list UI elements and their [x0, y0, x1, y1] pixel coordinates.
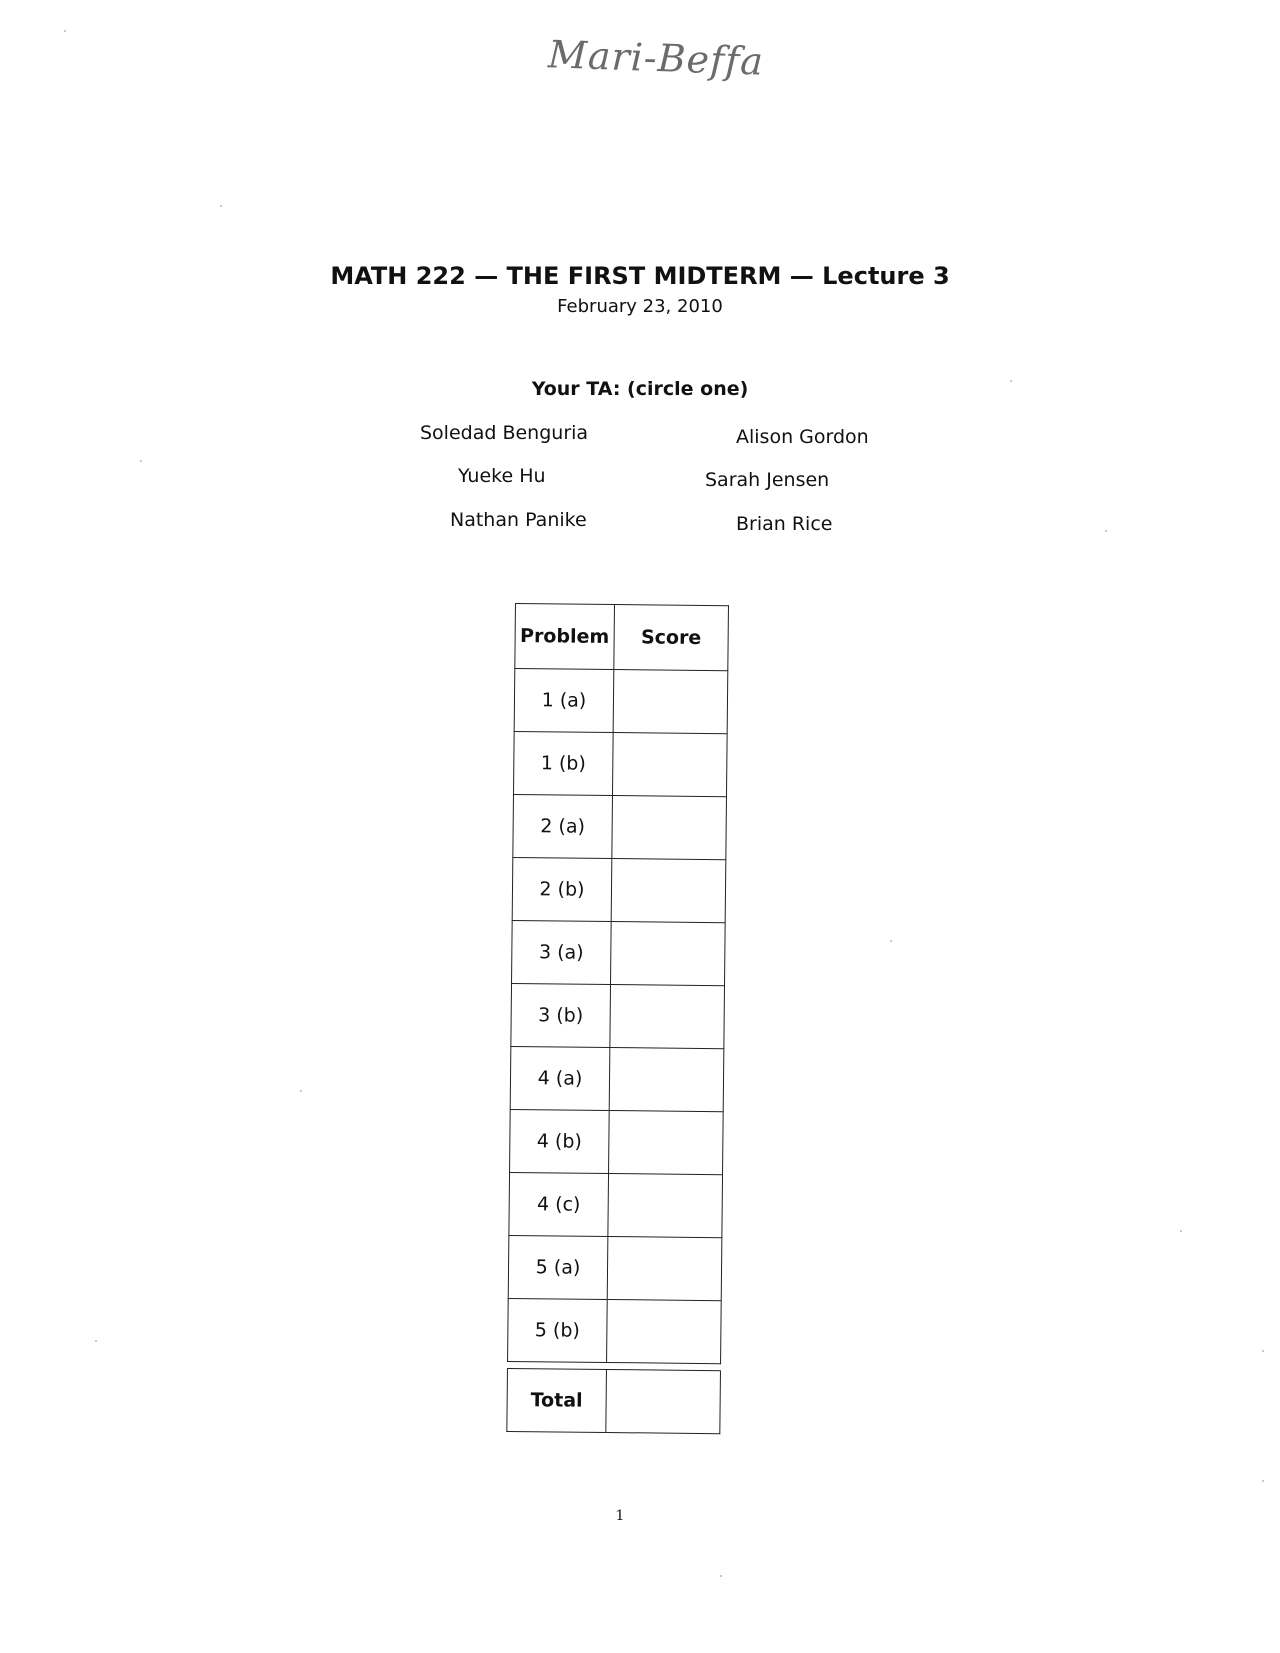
- table-row: [514, 669, 728, 734]
- problem-cell: 1 (b): [513, 731, 613, 795]
- table-row: [508, 1298, 722, 1363]
- page-title: MATH 222 — THE FIRST MIDTERM — Lecture 3: [330, 262, 950, 290]
- score-cell[interactable]: [610, 985, 725, 1049]
- score-cell[interactable]: [613, 670, 728, 734]
- problem-cell: 4 (b): [510, 1109, 610, 1173]
- ta-name-option[interactable]: Alison Gordon: [736, 426, 869, 448]
- scan-speckle: [1105, 530, 1107, 532]
- total-row: [507, 1368, 721, 1433]
- scan-speckle: [720, 1575, 722, 1577]
- score-cell[interactable]: [609, 1048, 724, 1112]
- score-cell[interactable]: [609, 1111, 724, 1175]
- scan-speckle: [1010, 380, 1012, 382]
- ta-name-option[interactable]: Nathan Panike: [450, 509, 587, 531]
- problem-cell: 4 (c): [509, 1172, 609, 1236]
- table-row: [510, 1046, 724, 1111]
- problem-cell: 4 (a): [510, 1046, 610, 1110]
- problem-cell: 2 (b): [512, 857, 612, 921]
- score-table: [506, 603, 729, 1434]
- problem-cell: 1 (a): [514, 669, 614, 733]
- score-column-header: Score: [614, 605, 729, 671]
- scan-speckle: [95, 1340, 97, 1342]
- problem-cell: 2 (a): [513, 794, 613, 858]
- scan-speckle: [890, 940, 892, 942]
- ta-name-option[interactable]: Brian Rice: [736, 513, 833, 535]
- problem-cell: 5 (b): [508, 1298, 608, 1362]
- problem-cell: 3 (b): [511, 983, 611, 1047]
- score-cell[interactable]: [608, 1174, 723, 1238]
- score-cell[interactable]: [607, 1237, 722, 1301]
- table-row: [511, 983, 725, 1048]
- handwritten-instructor-name: Mari-Beffa: [547, 32, 765, 84]
- scan-speckle: [140, 460, 142, 462]
- problem-cell: 5 (a): [508, 1235, 608, 1299]
- scan-speckle: [300, 1090, 302, 1092]
- table-row: [512, 857, 726, 922]
- ta-name-option[interactable]: Soledad Benguria: [420, 422, 589, 444]
- score-cell[interactable]: [612, 796, 727, 860]
- scan-speckle: [1262, 1480, 1264, 1482]
- problem-column-header: Problem: [515, 604, 615, 670]
- ta-name-option[interactable]: Sarah Jensen: [705, 469, 830, 491]
- scan-speckle: [1262, 1350, 1264, 1352]
- table-header-row: [515, 604, 729, 671]
- ta-heading: Your TA: (circle one): [531, 378, 749, 400]
- scan-speckle: [1180, 1230, 1182, 1232]
- table-row: [513, 794, 727, 859]
- score-cell[interactable]: [611, 859, 726, 923]
- score-cell[interactable]: [612, 733, 727, 797]
- problem-cell: 3 (a): [512, 920, 612, 984]
- score-cell[interactable]: [607, 1300, 722, 1364]
- scan-speckle: [64, 30, 66, 32]
- score-cell[interactable]: [611, 922, 726, 986]
- table-row: [509, 1172, 723, 1237]
- table-row: [512, 920, 726, 985]
- page-number: 1: [615, 1508, 625, 1524]
- table-row: [513, 731, 727, 796]
- total-label: Total: [507, 1368, 607, 1432]
- scan-speckle: [220, 205, 222, 207]
- table-row: [508, 1235, 722, 1300]
- total-score-cell[interactable]: [606, 1370, 721, 1434]
- ta-name-option[interactable]: Yueke Hu: [458, 465, 546, 487]
- exam-date: February 23, 2010: [557, 296, 723, 317]
- table-row: [510, 1109, 724, 1174]
